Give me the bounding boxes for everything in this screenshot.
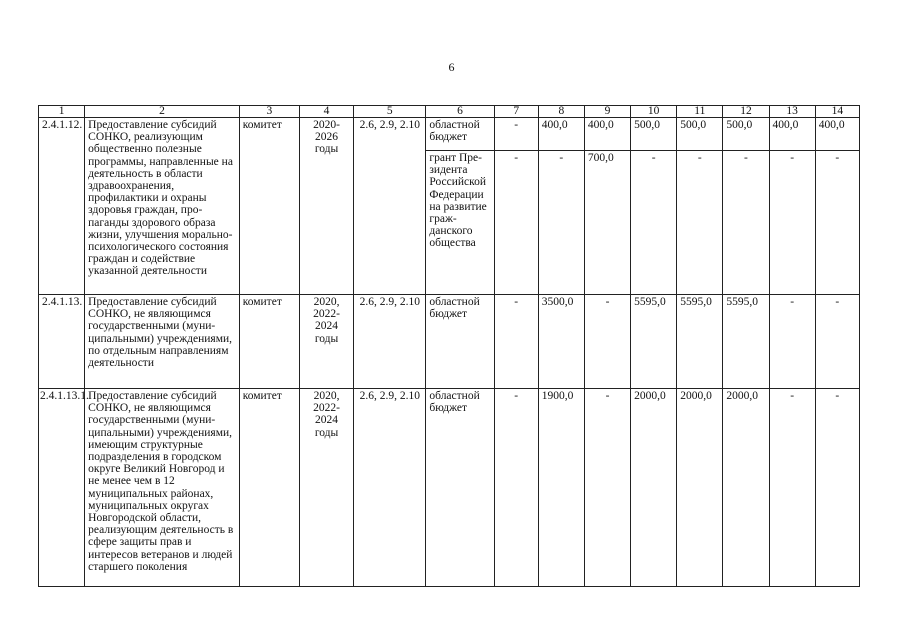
row-source: грант Президента Российской Федерации на развитие гражданского общества — [426, 151, 494, 295]
value-cell: 700,0 — [584, 151, 630, 295]
value-cell: - — [538, 151, 584, 295]
row-name: Предоставление субсидий СОНКО, не являющимся государственными (муниципальными) учреждениями, по отдельным направлениям деятельности — [85, 295, 240, 389]
column-header: 1 — [39, 106, 85, 118]
row-executor: комитет — [239, 389, 299, 587]
row-source: областной бюджет — [426, 295, 494, 389]
row-period: 2020, 2022-2024 годы — [299, 389, 353, 587]
table-row — [39, 295, 860, 389]
column-header: 10 — [631, 106, 677, 118]
row-code: 2.4.1.12. — [39, 118, 85, 295]
column-header: 14 — [815, 106, 859, 118]
value-cell: 400,0 — [769, 118, 815, 151]
column-header: 3 — [239, 106, 299, 118]
column-header: 5 — [354, 106, 426, 118]
value-cell: - — [769, 295, 815, 389]
program-table — [38, 105, 860, 587]
row-targets: 2.6, 2.9, 2.10 — [354, 389, 426, 587]
value-cell: - — [584, 295, 630, 389]
value-cell: 5595,0 — [677, 295, 723, 389]
column-header: 8 — [538, 106, 584, 118]
value-cell: - — [815, 295, 859, 389]
value-cell: - — [494, 389, 538, 587]
value-cell: 3500,0 — [538, 295, 584, 389]
value-cell: - — [584, 389, 630, 587]
column-header: 2 — [85, 106, 240, 118]
row-code: 2.4.1.13. — [39, 295, 85, 389]
column-header: 6 — [426, 106, 494, 118]
value-cell: 500,0 — [677, 118, 723, 151]
row-targets: 2.6, 2.9, 2.10 — [354, 118, 426, 295]
column-header: 9 — [584, 106, 630, 118]
value-cell: 5595,0 — [631, 295, 677, 389]
row-code: 2.4.1.13.1. — [39, 389, 85, 587]
row-source: областной бюджет — [426, 118, 494, 151]
column-header: 13 — [769, 106, 815, 118]
value-cell: 500,0 — [631, 118, 677, 151]
row-name: Предоставление субсидий СОНКО, реализующим общественно полезные программы, направленные на деятельность в области здравоохранения, профилактики и охраны здоровья граждан, пропаганды здорового образа жизни, улучшения морально-психологического состояния граждан и содействие указанной деятельности — [85, 118, 240, 295]
value-cell: 5595,0 — [723, 295, 769, 389]
value-cell: 2000,0 — [677, 389, 723, 587]
column-header: 12 — [723, 106, 769, 118]
value-cell: - — [769, 151, 815, 295]
row-executor: комитет — [239, 118, 299, 295]
row-executor: комитет — [239, 295, 299, 389]
value-cell: - — [494, 295, 538, 389]
value-cell: - — [494, 118, 538, 151]
value-cell: 400,0 — [584, 118, 630, 151]
value-cell: - — [769, 389, 815, 587]
value-cell: 1900,0 — [538, 389, 584, 587]
column-header: 7 — [494, 106, 538, 118]
row-period: 2020, 2022-2024 годы — [299, 295, 353, 389]
value-cell: 400,0 — [538, 118, 584, 151]
table-row — [39, 118, 860, 151]
column-header: 11 — [677, 106, 723, 118]
value-cell: 500,0 — [723, 118, 769, 151]
value-cell: - — [494, 151, 538, 295]
value-cell: 2000,0 — [723, 389, 769, 587]
value-cell: - — [815, 151, 859, 295]
row-name: Предоставление субсидий СОНКО, не являющимся государственными (муниципальными) учреждениями, имеющим структурные подразделения в городском округе Великий Новгород и не менее чем в 12 муниципальных районах, муниципальных округах Новгородской области, реализующим деятельность в сфере защиты прав и интересов ветеранов и людей старшего поколения — [85, 389, 240, 587]
page-number: 6 — [448, 60, 455, 74]
table-row — [39, 389, 860, 587]
value-cell: - — [723, 151, 769, 295]
column-header: 4 — [299, 106, 353, 118]
row-source: областной бюджет — [426, 389, 494, 587]
value-cell: - — [677, 151, 723, 295]
row-targets: 2.6, 2.9, 2.10 — [354, 295, 426, 389]
row-period: 2020-2026 годы — [299, 118, 353, 295]
value-cell: - — [631, 151, 677, 295]
value-cell: 400,0 — [815, 118, 859, 151]
value-cell: - — [815, 389, 859, 587]
header-row — [39, 106, 860, 118]
value-cell: 2000,0 — [631, 389, 677, 587]
